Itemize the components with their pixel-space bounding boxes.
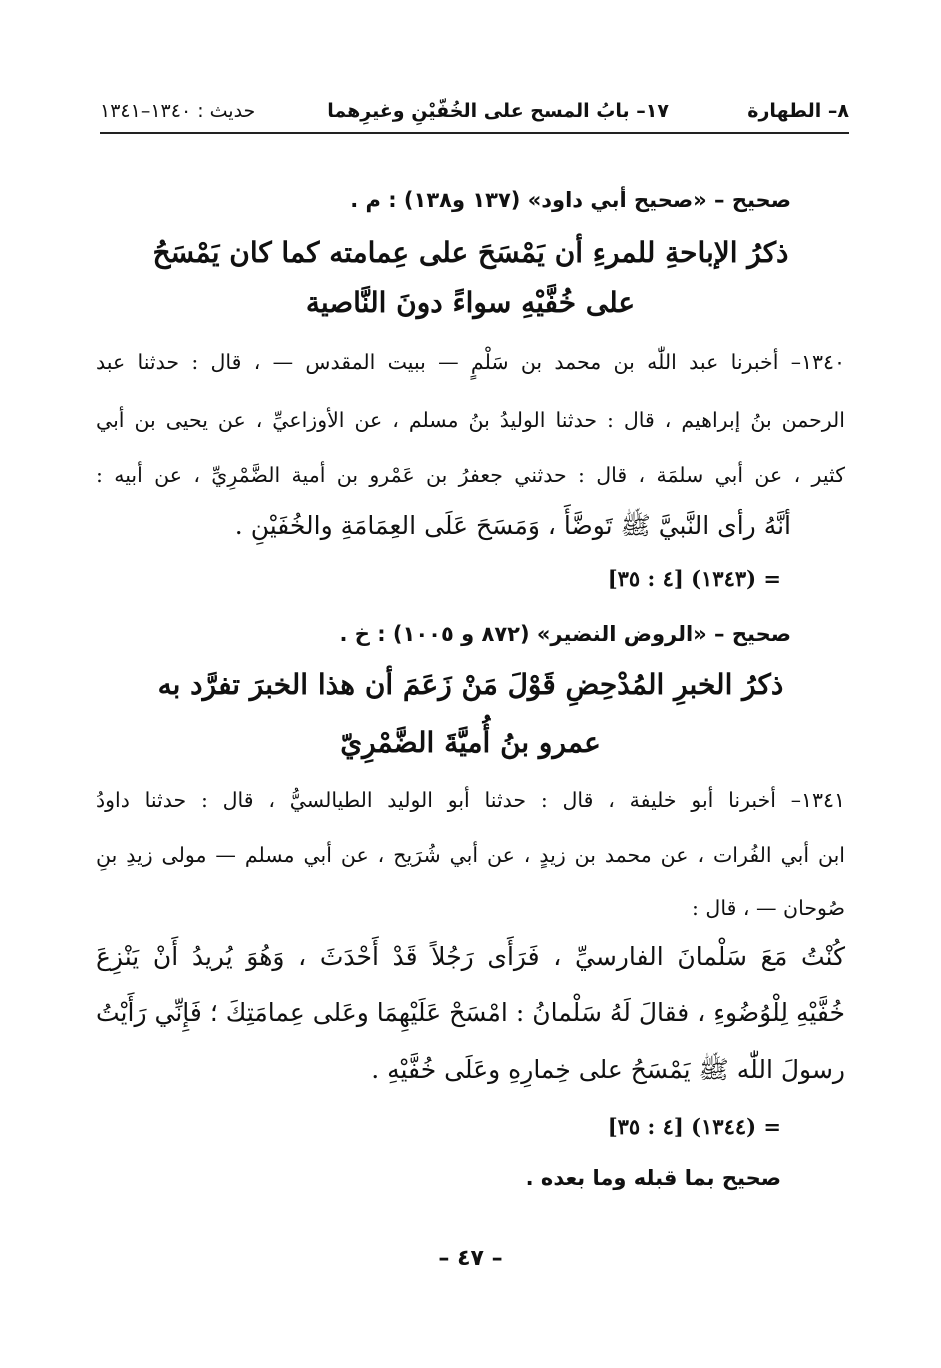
page-header bbox=[100, 92, 849, 134]
section-heading-2-line-2: عمرو بنُ أُميَّةَ الضَّمْرِيّ bbox=[340, 726, 601, 759]
hadith-1340-isnad-line-3: كثير ، عن أبي سلمَة ، قال : حدثني جعفرُ بن عَمْرو بن أمية الضَّمْرِيِّ ، عن أبيه : bbox=[96, 463, 845, 487]
grade-note-2: صحيح – «الروض النضير» (٨٧٢ و ١٠٠٥) : خ . bbox=[339, 622, 791, 646]
section-heading-1-line-1: ذكرُ الإباحةِ للمرءِ أن يَمْسَحَ على عِمامته كما كان يَمْسَحُ bbox=[152, 236, 789, 269]
hadith-1341-isnad-line-1: ١٣٤١– أخبرنا أبو خليفة ، قال : حدثنا أبو الوليد الطيالسيُّ ، قال : حدثنا داودُ bbox=[96, 788, 845, 812]
hadith-1340-isnad-line-2: الرحمن بنُ إبراهيم ، قال : حدثنا الوليدُ بنُ مسلم ، عن الأوزاعيِّ ، عن يحيى بن أبي bbox=[96, 408, 845, 432]
page-number: – ٤٧ – bbox=[438, 1246, 503, 1271]
header-hadith-range: حديث : ١٣٤٠–١٣٤١ bbox=[100, 100, 256, 122]
section-heading-1-line-2: على خُفَّيْهِ سواءً دونَ النَّاصية bbox=[305, 286, 636, 319]
hadith-1340-isnad-line-1: ١٣٤٠– أخبرنا عبد اللّٰه بن محمد بن سَلْمٍ — ببيت المقدس — ، قال : حدثنا عبد bbox=[96, 350, 845, 374]
hadith-1340-matn: أنَّهُ رأى النَّبيَّ ﷺ تَوضَّأَ ، وَمَسَحَ عَلَى العِمَامَةِ والخُفَيْنِ . bbox=[234, 511, 791, 540]
grade-note-3: صحيح بما قبله وما بعده . bbox=[525, 1166, 781, 1190]
header-book-title: ٨– الطهارة bbox=[747, 100, 849, 122]
hadith-1341-matn-line-3: رسولَ اللّٰه ﷺ يَمْسَحُ على خِمارِهِ وعَلَى خُفَّيْهِ . bbox=[371, 1055, 845, 1084]
hadith-1341-matn-line-2: خُفَّيْهِ لِلْوُضُوءِ ، فقالَ لَهُ سَلْمانُ : امْسَحْ عَلَيْهِمَا وعَلى عِمامَتِكَ ؛ فَإِنِّي رَأَيْتُ bbox=[96, 998, 845, 1027]
grade-note-1: صحيح – «صحيح أبي داود» (١٣٧ و١٣٨) : م . bbox=[350, 188, 791, 212]
hadith-1341-isnad-line-2: ابن أبي الفُرات ، عن محمد بن زيدٍ ، عن أبي شُرَيح ، عن أبي مسلم — مولى زيدِ بنِ bbox=[96, 843, 845, 867]
hadith-1341-matn-line-1: كُنْتُ مَعَ سَلْمانَ الفارسيِّ ، فَرَأَى رَجُلاً قَدْ أَحْدَثَ ، وَهُوَ يُريدُ أَنْ يَنْزِعَ bbox=[96, 942, 845, 971]
hadith-1341-isnad-line-3: صُوحان — ، قال : bbox=[692, 896, 845, 920]
cross-reference-1: = (١٣٤٣) [٤ : ٣٥] bbox=[607, 566, 781, 591]
header-chapter-title: ١٧– بابُ المسح على الخُفّيْنِ وغيرِهما bbox=[327, 100, 669, 122]
section-heading-2-line-1: ذكرُ الخبرِ المُدْحِضِ قَوْلَ مَنْ زَعَمَ أن هذا الخبرَ تفرَّد به bbox=[157, 668, 784, 701]
cross-reference-2: = (١٣٤٤) [٤ : ٣٥] bbox=[607, 1114, 781, 1139]
